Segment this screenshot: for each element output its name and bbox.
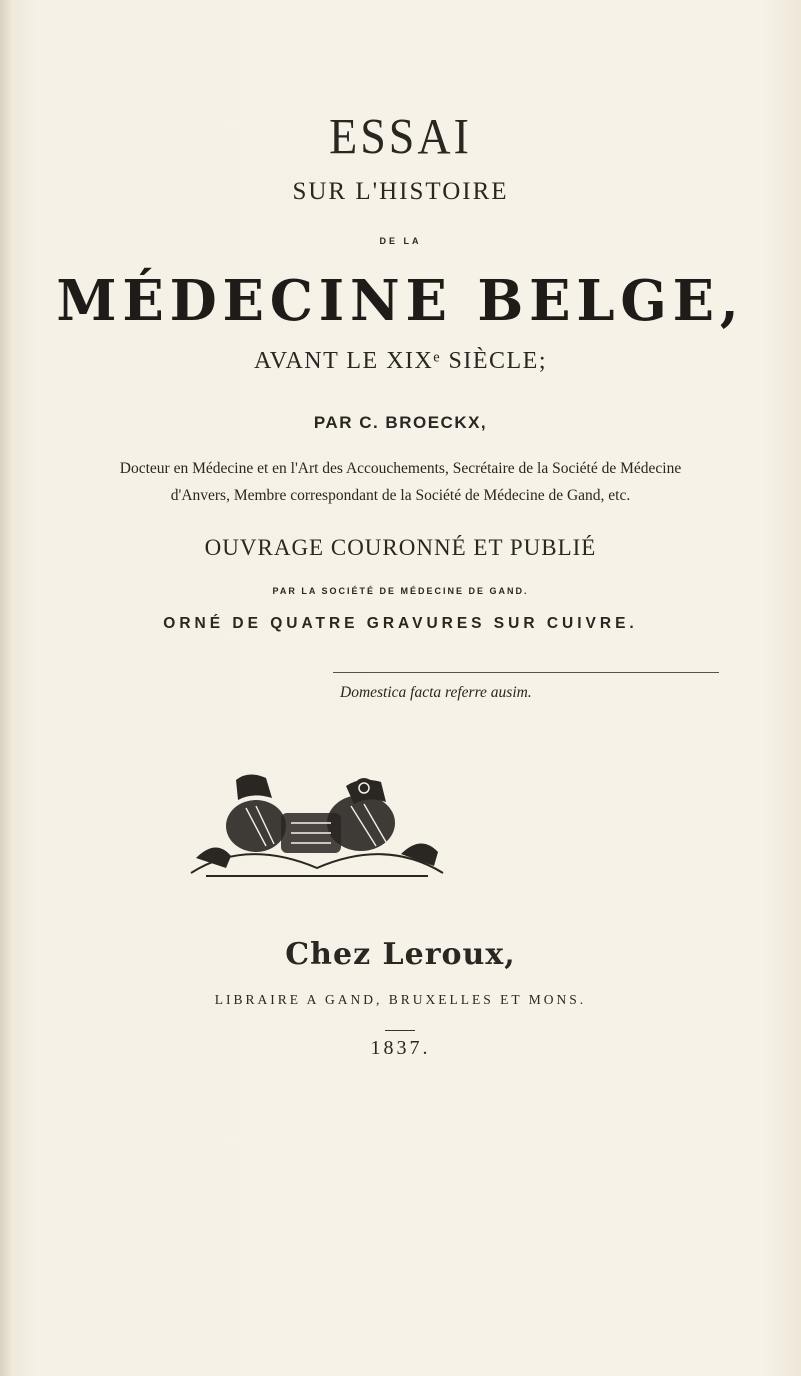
title-de-la: DE LA: [379, 236, 422, 246]
printers-vignette-icon: [186, 768, 448, 883]
main-title: MÉDECINE BELGE,: [56, 268, 745, 334]
award-society: PAR LA SOCIÉTÉ DE MÉDECINE DE GAND.: [272, 586, 529, 596]
subtitle-histoire: SUR L'HISTOIRE: [292, 178, 509, 205]
title-essai: ESSAI: [329, 108, 472, 165]
author-credentials-line1: Docteur en Médecine et en l'Art des Accouchements, Secrétaire de la Société de Médecine: [119, 460, 682, 477]
author-credentials-line2: d'Anvers, Membre correspondant de la Société de Médecine de Gand, etc.: [170, 487, 631, 504]
author-byline: PAR C. BROECKX,: [313, 413, 488, 432]
title-period: AVANT LE XIXᵉ SIÈCLE;: [254, 348, 547, 374]
publisher-name: Chez Leroux,: [285, 937, 516, 972]
illustrations-note: ORNÉ DE QUATRE GRAVURES SUR CUIVRE.: [163, 615, 638, 632]
publisher-cities: LIBRAIRE A GAND, BRUXELLES ET MONS.: [214, 992, 587, 1007]
epigraph: Domestica facta referre ausim.: [340, 684, 532, 701]
page-edge-shadow: [0, 0, 12, 1376]
divider-rule: [333, 672, 719, 673]
short-rule: [385, 1030, 415, 1031]
award-statement: OUVRAGE COURONNÉ ET PUBLIÉ: [204, 535, 597, 560]
publication-year: 1837.: [370, 1037, 431, 1059]
